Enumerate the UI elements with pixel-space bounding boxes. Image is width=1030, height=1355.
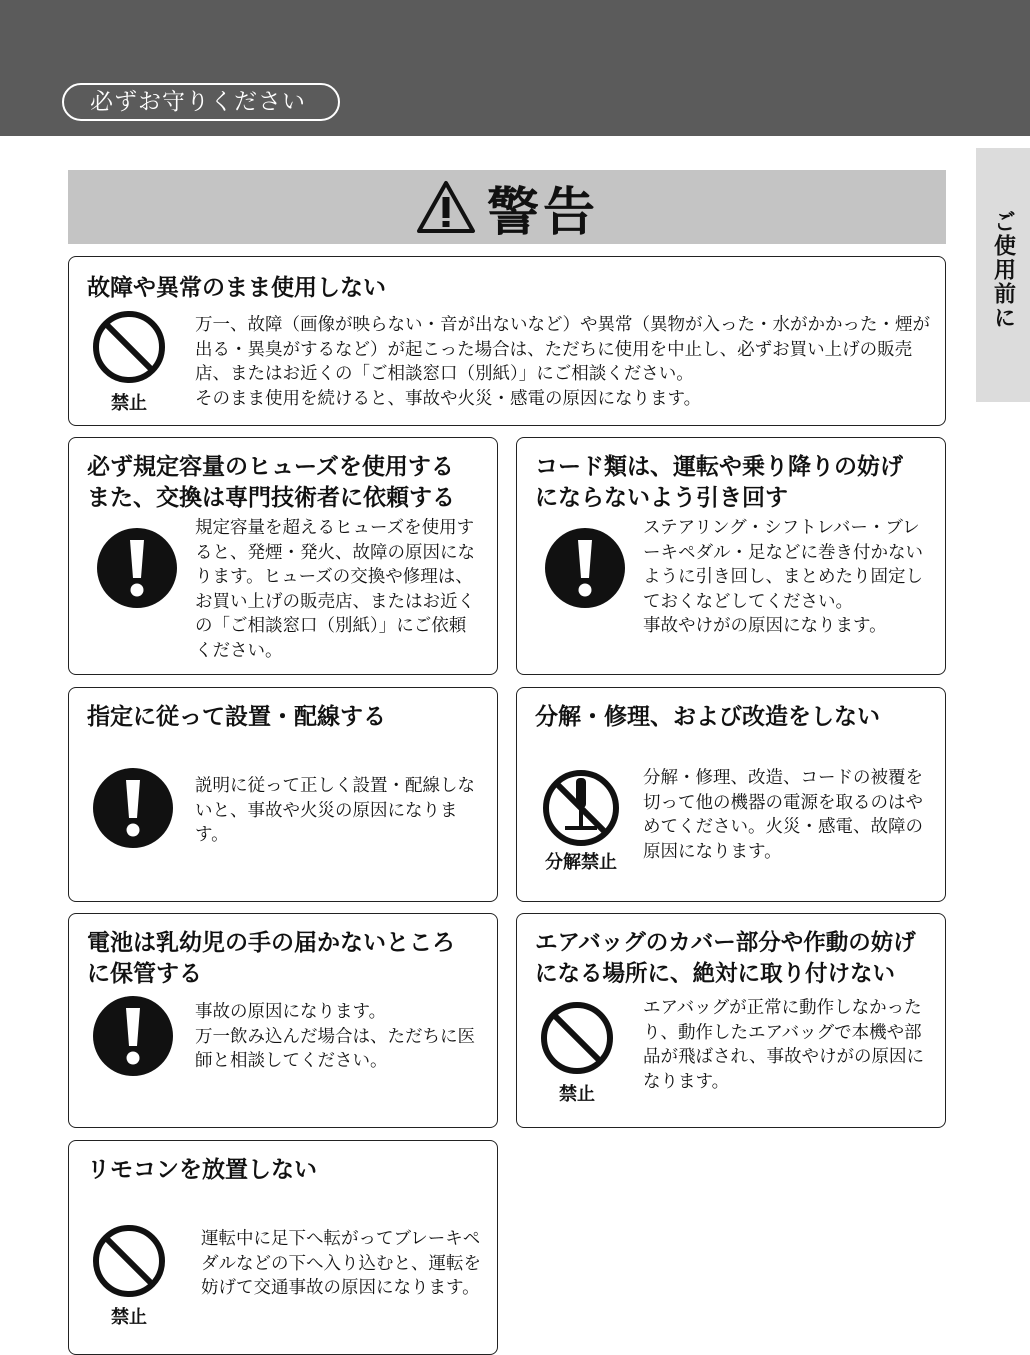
card-title: 必ず規定容量のヒューズを使用する また、交換は専門技術者に依頼する	[87, 454, 455, 511]
header-badge: 必ずお守りください	[62, 83, 340, 121]
card-title: リモコンを放置しない	[87, 1157, 317, 1183]
symbol-label: 禁止	[111, 1307, 147, 1328]
card-title: エアバッグのカバー部分や作動の妨げ になる場所に、絶対に取り付けない	[535, 930, 916, 987]
side-tab-label: ご使用前に	[990, 210, 1016, 330]
card-title: 電池は乳幼児の手の届かないところ に保管する	[87, 930, 455, 987]
prohibited-icon	[89, 307, 169, 387]
mandatory-icon	[91, 766, 175, 850]
prohibited-icon	[89, 1221, 169, 1301]
card-body: 運転中に足下へ転がってブレーキペダルなどの下へ入り込むと、運転を妨げて交通事故の原因になります。	[201, 1229, 481, 1298]
card-body: 説明に従って正しく設置・配線しないと、事故や火災の原因になります。	[195, 776, 475, 845]
mandatory-icon	[91, 994, 175, 1078]
card-body: 規定容量を超えるヒューズを使用すると、発煙・発火、故障の原因になります。ヒューズの交換や修理は、お買い上げの販売店、またはお近くの「ご相談窓口（別紙）」にご依頼ください。	[195, 518, 475, 661]
symbol-label: 分解禁止	[545, 852, 617, 873]
card-body: 分解・修理、改造、コードの被覆を切って他の機器の電源を取るのはやめてください。火災・感電、故障の原因になります。	[643, 768, 923, 862]
card-airbag	[516, 913, 946, 1128]
card-title: 分解・修理、および改造をしない	[535, 704, 880, 730]
card-title: 指定に従って設置・配線する	[87, 704, 386, 730]
warning-banner	[68, 170, 946, 244]
card-install-wiring	[68, 687, 498, 902]
card-body: 万一、故障（画像が映らない・音が出ないなど）や異常（異物が入った・水がかかった・煙が出る・異臭がするなど）が起こった場合は、ただちに使用を中止し、必ずお買い上げの販売店、またはお近くの「ご相談窓口（別紙）」にご相談ください。 そのまま使用を続けると、事故や火災・感電の原因になります。	[195, 315, 930, 409]
warning-triangle-icon	[415, 179, 477, 235]
card-body: エアバッグが正常に動作しなかったり、動作したエアバッグで本機や部品が飛ばされ、事故やけがの原因になります。	[643, 998, 925, 1092]
card-battery-storage	[68, 913, 498, 1128]
side-tab	[976, 148, 1030, 402]
prohibited-icon	[537, 998, 617, 1078]
card-title: コード類は、運転や乗り降りの妨げ にならないよう引き回す	[535, 454, 903, 511]
symbol-label: 禁止	[559, 1084, 595, 1105]
symbol-label: 禁止	[111, 393, 147, 414]
no-disassembly-icon	[539, 766, 623, 850]
card-title: 故障や異常のまま使用しない	[87, 275, 386, 301]
card-remote-control	[68, 1140, 498, 1355]
card-no-use-when-faulty	[68, 256, 946, 426]
card-fuse	[68, 437, 498, 675]
card-body: 事故の原因になります。 万一飲み込んだ場合は、ただちに医師と相談してください。	[195, 1002, 475, 1071]
card-no-disassembly	[516, 687, 946, 902]
card-cord-routing	[516, 437, 946, 675]
mandatory-icon	[543, 526, 627, 610]
card-body: ステアリング・シフトレバー・ブレーキペダル・足などに巻き付かないように引き回し、まとめたり固定しておくなどしてください。 事故やけがの原因になります。	[643, 518, 923, 636]
mandatory-icon	[95, 526, 179, 610]
banner-title: 警告	[486, 182, 599, 243]
